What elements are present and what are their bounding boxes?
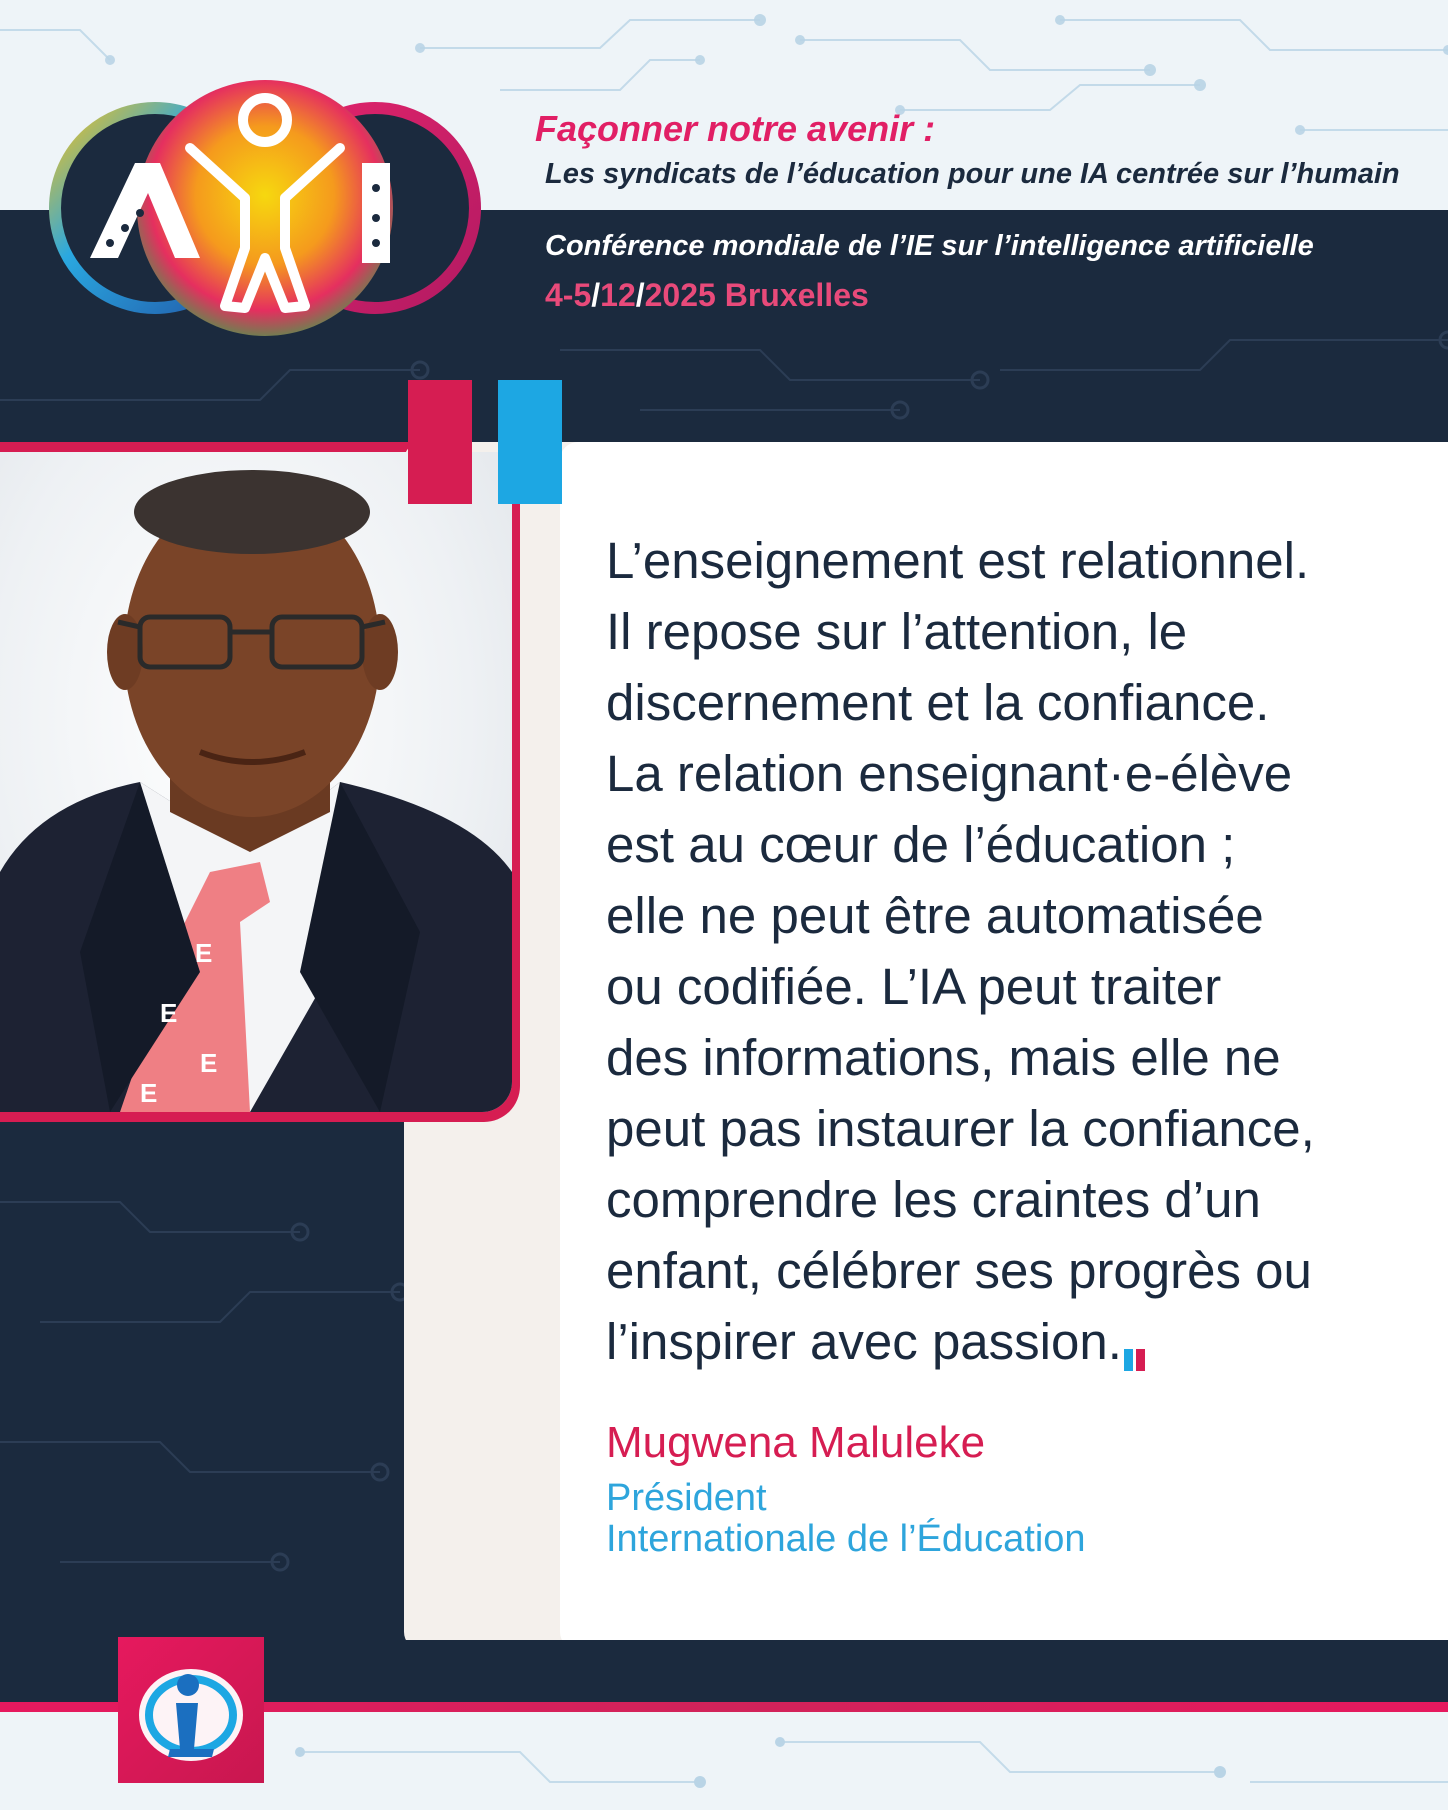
date-month: 12 (600, 277, 636, 313)
closing-quote-mark (1124, 1318, 1148, 1389)
header-tagline: Façonner notre avenir : (535, 108, 936, 149)
quote-line: est au cœur de l’éducation ; (606, 816, 1236, 873)
tie-letter: E (160, 998, 178, 1028)
date-separator: / (635, 277, 645, 313)
header-subtitle: Les syndicats de l’éducation pour une IA centrée sur l’humain (545, 158, 1400, 190)
quote-line-last (606, 1306, 1406, 1389)
quote-line: discernement et la confiance. (606, 674, 1270, 731)
speaker-portrait (0, 452, 512, 1112)
opening-quote-mark-blue (498, 380, 562, 504)
quote-line: Il repose sur l’attention, le (606, 603, 1188, 660)
ai-conference-logo (40, 68, 490, 348)
quote-line: enfant, célébrer ses progrès ou (606, 1242, 1312, 1299)
speaker-photo (0, 452, 512, 1112)
quote-line: des informations, mais elle ne (606, 1029, 1281, 1086)
quote-line: peut pas instaurer la confiance, (606, 1100, 1315, 1157)
quote-line: elle ne peut être automatisée (606, 887, 1264, 944)
ei-logo (118, 1637, 264, 1783)
quote-line: l’inspirer avec passion. (606, 1313, 1122, 1370)
quote-text (606, 525, 1406, 1389)
logo-letter-i (362, 163, 390, 263)
tie-letter: E (195, 938, 213, 968)
quote-line: comprendre les craintes d’un (606, 1171, 1261, 1228)
quote-line: La relation enseignant·e-élève (606, 745, 1293, 802)
quote-line: ou codifiée. L’IA peut traiter (606, 958, 1222, 1015)
author-name: Mugwena Maluleke (606, 1418, 986, 1467)
quote-line: L’enseignement est relationnel. (606, 532, 1310, 589)
tie-letter: E (140, 1078, 158, 1108)
opening-quote-mark-red (408, 380, 472, 504)
tie-letter: E (200, 1048, 218, 1078)
date-separator: / (591, 277, 601, 313)
conference-date (545, 277, 869, 314)
author-role: Président (606, 1477, 767, 1519)
conference-title: Conférence mondiale de l’IE sur l’intelligence artificielle (545, 230, 1314, 262)
author-organization: Internationale de l’Éducation (606, 1518, 1086, 1560)
date-days: 4-5 (545, 277, 592, 313)
date-year-city: 2025 Bruxelles (644, 277, 869, 313)
ei-logo-icon (118, 1637, 264, 1783)
